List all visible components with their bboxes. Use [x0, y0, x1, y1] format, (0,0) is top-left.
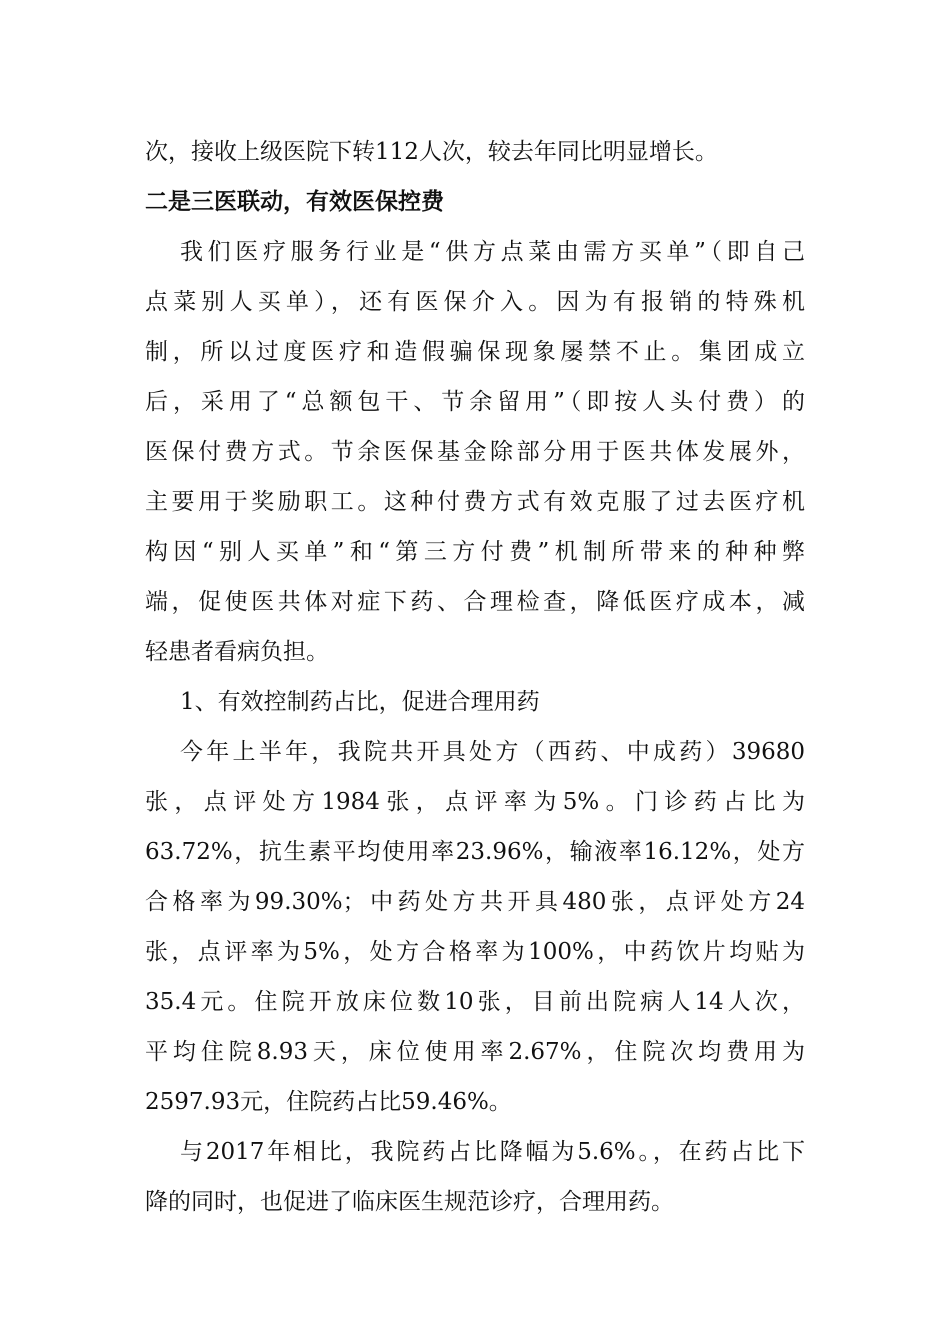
section-heading: 二是三医联动，有效医保控费 [145, 189, 444, 215]
text-line: 主要用于奖励职工。这种付费方式有效克服了过去医疗机 [145, 489, 805, 515]
text-line: 后，采用了“总额包干、节余留用”（即按人头付费）的 [145, 389, 805, 415]
text-line: 我们医疗服务行业是“供方点菜由需方买单”（即自己 [180, 239, 805, 265]
text-line: 降的同时，也促进了临床医生规范诊疗，合理用药。 [145, 1189, 674, 1215]
subsection-heading: 1、有效控制药占比，促进合理用药 [180, 689, 540, 715]
text-line: 制，所以过度医疗和造假骗保现象屡禁不止。集团成立 [145, 339, 805, 365]
text-line: 63.72%，抗生素平均使用率23.96%，输液率16.12%，处方 [145, 839, 805, 865]
text-line: 平均住院8.93天，床位使用率2.67%，住院次均费用为 [145, 1039, 805, 1065]
text-line: 轻患者看病负担。 [145, 639, 329, 665]
text-line: 点菜别人买单），还有医保介入。因为有报销的特殊机 [145, 289, 805, 315]
text-line: 与2017年相比，我院药占比降幅为5.6%。，在药占比下 [180, 1139, 805, 1165]
text-line: 次，接收上级医院下转112人次，较去年同比明显增长。 [145, 139, 718, 165]
text-line: 2597.93元，住院药占比59.46%。 [145, 1089, 512, 1115]
text-line: 医保付费方式。节余医保基金除部分用于医共体发展外， [145, 439, 805, 465]
text-line: 合格率为99.30%；中药处方共开具480张，点评处方24 [145, 889, 805, 915]
text-line: 张，点评率为5%，处方合格率为100%，中药饮片均贴为 [145, 939, 805, 965]
text-line: 35.4元。住院开放床位数10张，目前出院病人14人次， [145, 989, 805, 1015]
text-line: 张，点评处方1984张，点评率为5%。门诊药占比为 [145, 789, 805, 815]
text-line: 构因“别人买单”和“第三方付费”机制所带来的种种弊 [145, 539, 805, 565]
text-line: 端，促使医共体对症下药、合理检查，降低医疗成本，减 [145, 589, 805, 615]
text-line: 今年上半年，我院共开具处方（西药、中成药）39680 [180, 739, 805, 765]
